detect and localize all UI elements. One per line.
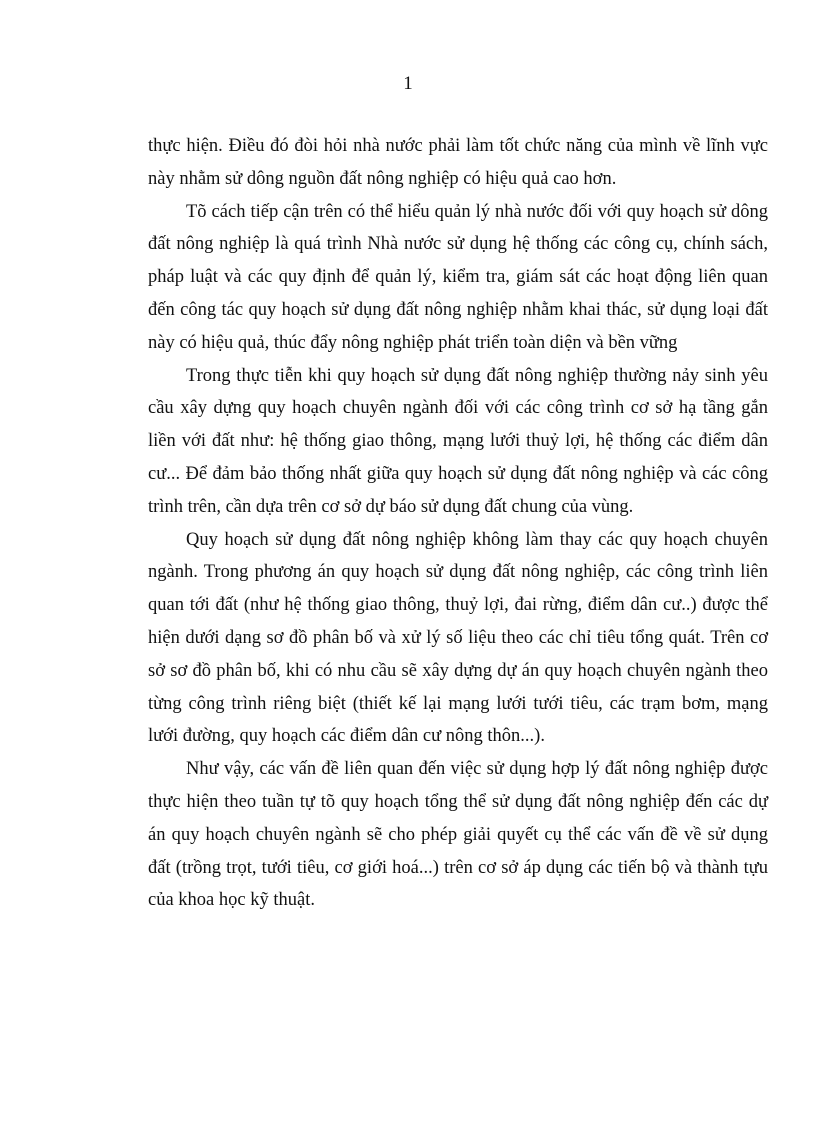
paragraph: Quy hoạch sử dụng đất nông nghiệp không làm thay các quy hoạch chuyên ngành. Trong phương án quy hoạch sử dụng đất nông nghiệp, các công trình liên quan tới đất (như hệ thống giao thông, thuỷ lợi, đai rừng, điểm dân cư..) được thể hiện dưới dạng sơ đồ phân bố và xử lý số liệu theo các chỉ tiêu tổng quát. Trên cơ sở sơ đồ phân bố, khi có nhu cầu sẽ xây dựng dự án quy hoạch chuyên ngành theo từng công trình riêng biệt (thiết kế lại mạng lưới tưới tiêu, các trạm bơm, mạng lưới đường, quy hoạch các điểm dân cư nông thôn...). — [148, 529, 768, 747]
paragraph: Trong thực tiễn khi quy hoạch sử dụng đất nông nghiệp thường nảy sinh yêu cầu xây dựng quy hoạch chuyên ngành đối với các công trình cơ sở hạ tầng gắn liền với đất như: hệ thống giao thông, mạng lưới thuỷ lợi, hệ thống các điểm dân cư... Để đảm bảo thống nhất giữa quy hoạch sử dụng đất nông nghiệp và các công trình trên, cần dựa trên cơ sở dự báo sử dụng đất chung của vùng. — [148, 365, 768, 517]
page-number: 1 — [403, 73, 413, 94]
paragraph: Tõ cách tiếp cận trên có thể hiểu quản lý nhà nước đối với quy hoạch sử dông đất nông nghiệp là quá trình Nhà nước sử dụng hệ thống các công cụ, chính sách, pháp luật và các quy định để quản lý, kiểm tra, giám sát các hoạt động liên quan đến công tác quy hoạch sử dụng đất nông nghiệp nhằm khai thác, sử dụng loại đất này có hiệu quả, thúc đẩy nông nghiệp phát triển toàn diện và bền vững — [148, 201, 768, 353]
paragraph: Như vậy, các vấn đề liên quan đến việc sử dụng hợp lý đất nông nghiệp được thực hiện theo tuần tự tõ quy hoạch tổng thể sử dụng đất nông nghiệp đến các dự án quy hoạch chuyên ngành sẽ cho phép giải quyết cụ thể các vấn đề về sử dụng đất (trồng trọt, tưới tiêu, cơ giới hoá...) trên cơ sở áp dụng các tiến bộ và thành tựu của khoa học kỹ thuật. — [148, 759, 768, 911]
paragraph-continuation: thực hiện. Điều đó đòi hỏi nhà nước phải làm tốt chức năng của mình về lĩnh vực này nhằm sử dông nguồn đất nông nghiệp có hiệu quả cao hơn. — [148, 136, 768, 189]
body-text — [148, 130, 768, 917]
